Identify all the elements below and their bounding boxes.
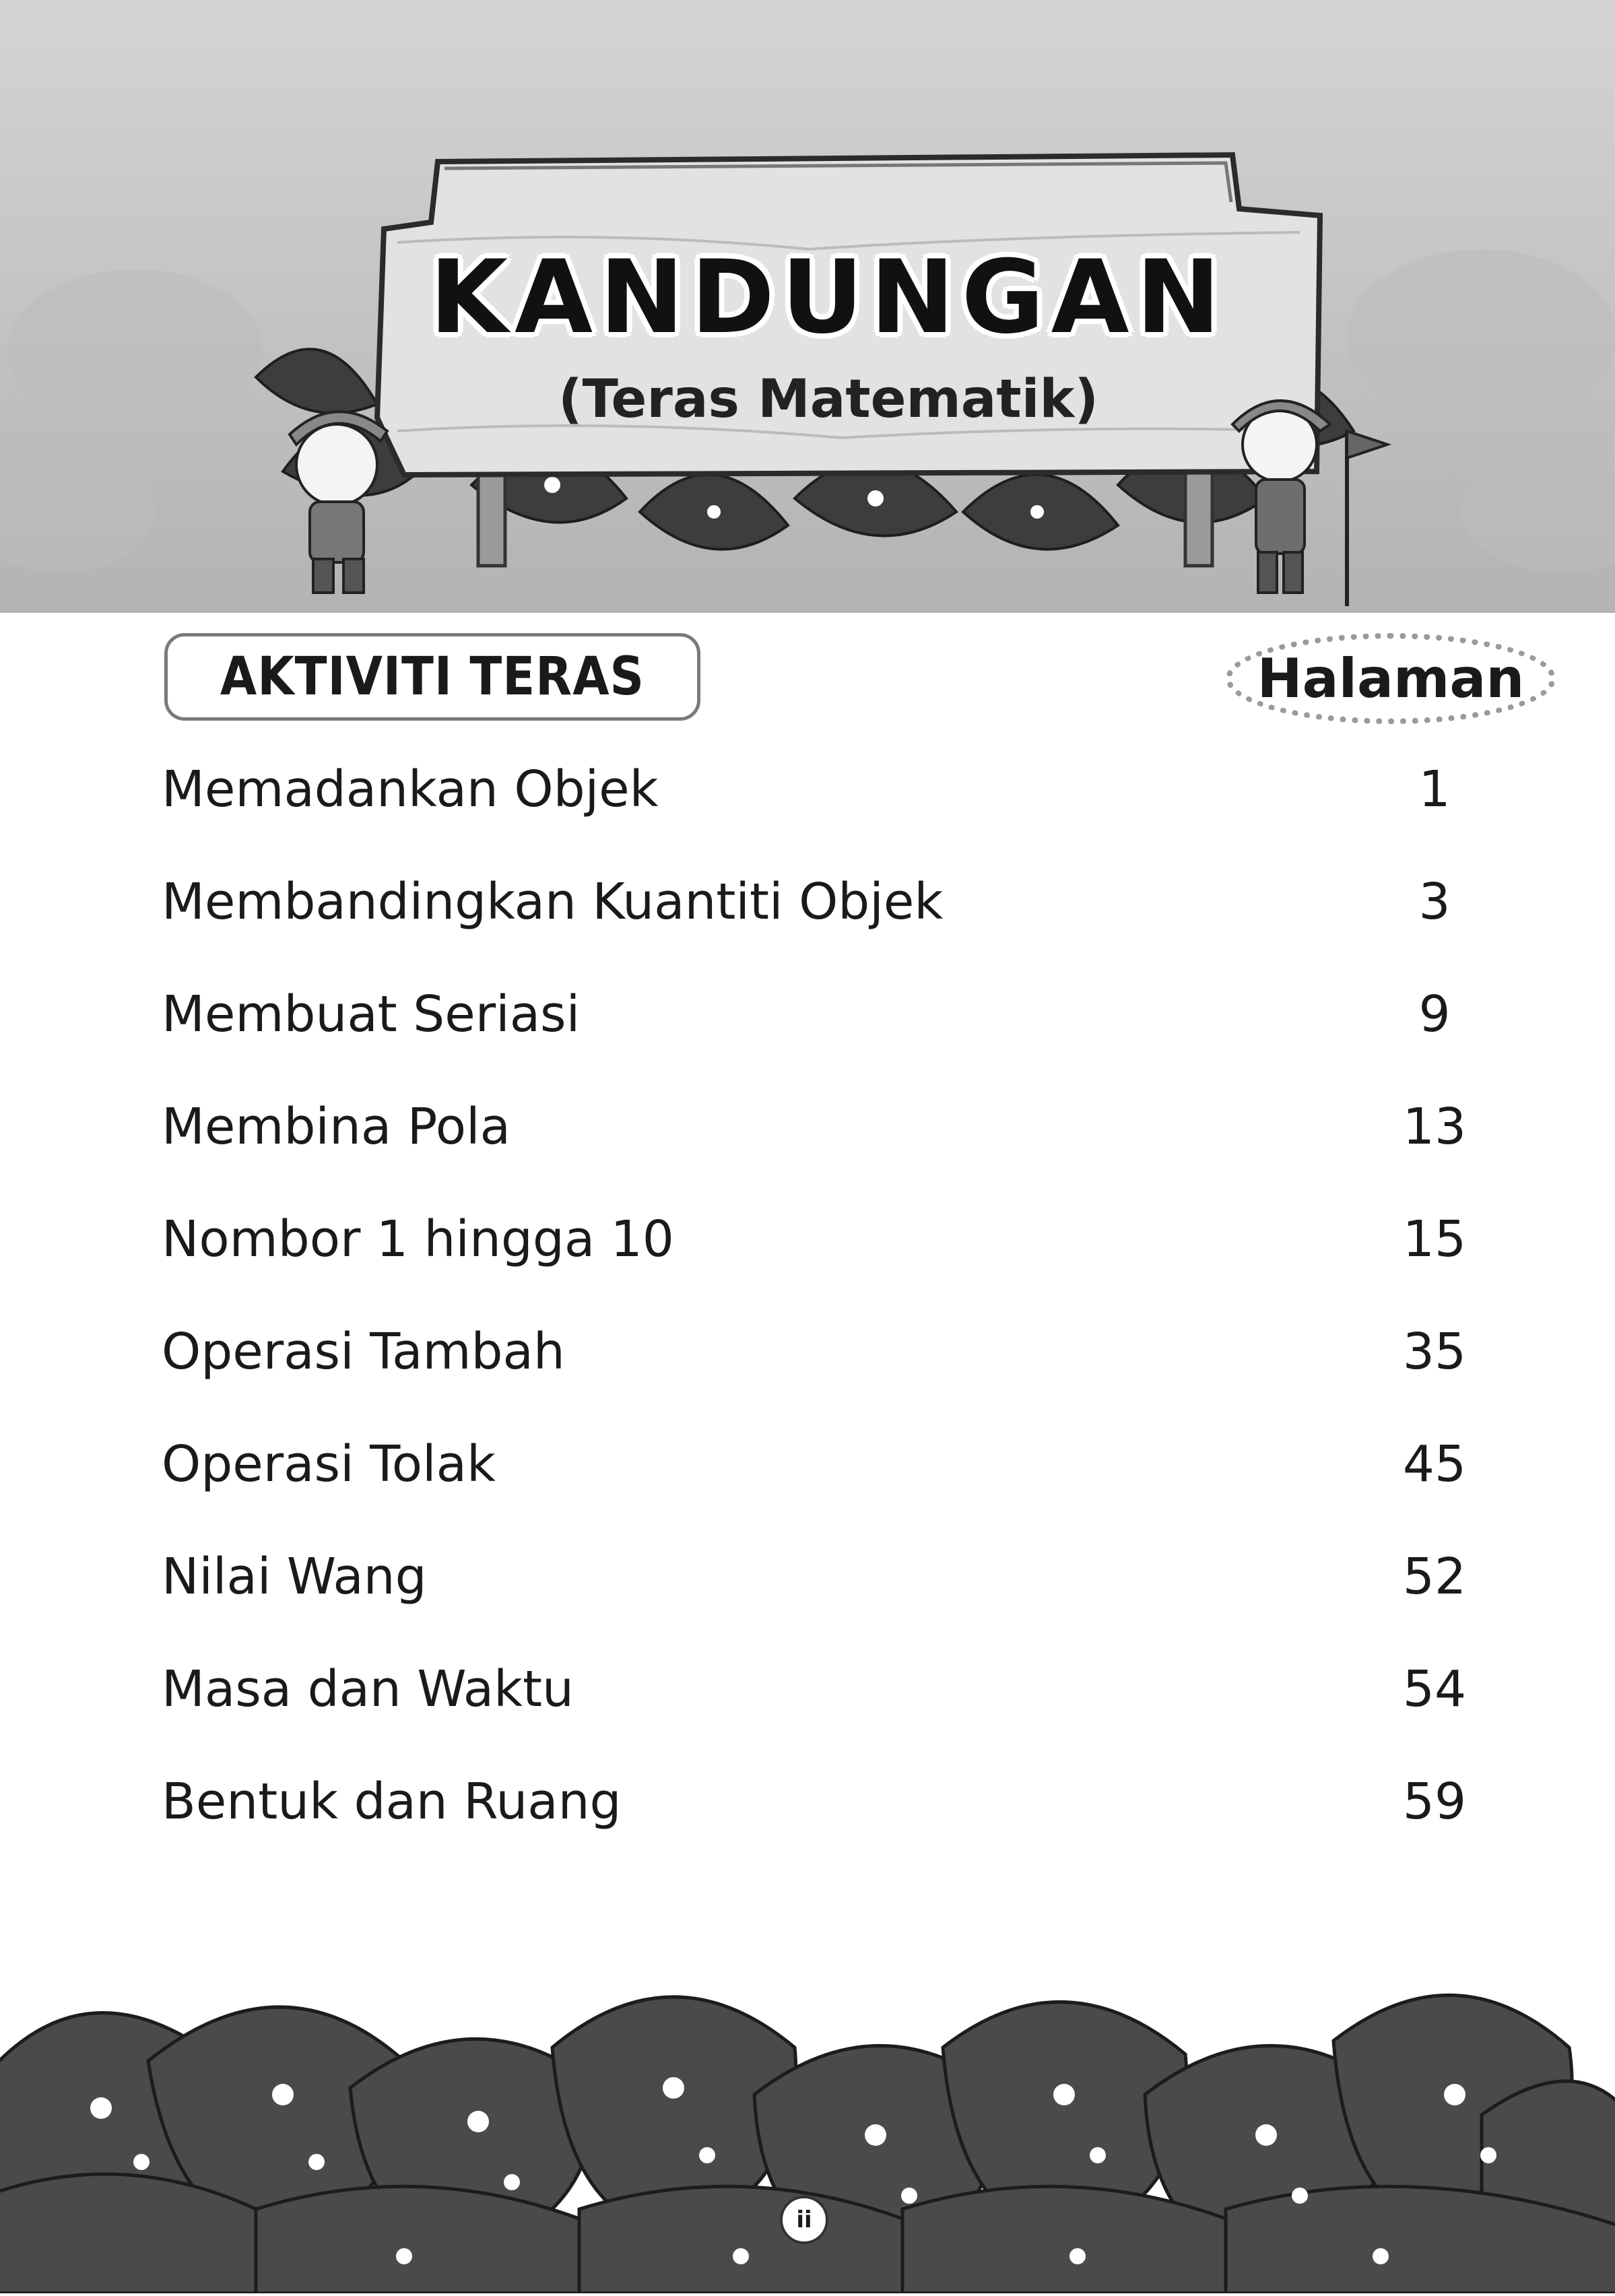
toc-page: 15 xyxy=(1402,1210,1467,1268)
page-column-header: Halaman xyxy=(1226,633,1556,724)
toc-row[interactable] xyxy=(162,974,1475,1055)
toc-title: Operasi Tambah xyxy=(162,1323,565,1381)
toc-title: Membandingkan Kuantiti Objek xyxy=(162,873,944,931)
toc-row[interactable] xyxy=(162,1424,1475,1505)
toc-row[interactable] xyxy=(162,1761,1475,1842)
toc-title: Memadankan Objek xyxy=(162,760,659,818)
toc-row[interactable] xyxy=(162,1199,1475,1280)
toc-row[interactable] xyxy=(162,861,1475,942)
toc-page: 54 xyxy=(1402,1660,1467,1718)
page-number-badge: ii xyxy=(780,2196,828,2244)
toc-page: 52 xyxy=(1402,1548,1467,1606)
section-label: AKTIVITI TERAS xyxy=(220,647,645,707)
toc-row[interactable] xyxy=(162,1311,1475,1392)
toc-page: 59 xyxy=(1402,1773,1467,1831)
toc-page: 1 xyxy=(1418,760,1451,818)
toc-title: Nombor 1 hingga 10 xyxy=(162,1210,674,1268)
toc-row[interactable] xyxy=(162,1086,1475,1167)
page-title: KANDUNGAN xyxy=(429,239,1228,356)
toc-page: 3 xyxy=(1418,873,1451,931)
toc-title: Nilai Wang xyxy=(162,1548,427,1606)
toc-page: 45 xyxy=(1402,1435,1467,1493)
toc-title: Membina Pola xyxy=(162,1098,510,1156)
toc-page: 13 xyxy=(1402,1098,1467,1156)
toc-title: Operasi Tolak xyxy=(162,1435,496,1493)
section-label-box xyxy=(164,633,700,721)
toc-page: 35 xyxy=(1402,1323,1467,1381)
toc-row[interactable] xyxy=(162,1649,1475,1730)
toc-page: 9 xyxy=(1418,985,1451,1043)
toc-row[interactable] xyxy=(162,1536,1475,1617)
toc-title: Bentuk dan Ruang xyxy=(162,1773,622,1831)
header-banner xyxy=(0,0,1615,613)
toc-row[interactable] xyxy=(162,749,1475,830)
page-subtitle: (Teras Matematik) xyxy=(558,369,1098,430)
toc-title: Membuat Seriasi xyxy=(162,985,581,1043)
toc-title: Masa dan Waktu xyxy=(162,1660,574,1718)
